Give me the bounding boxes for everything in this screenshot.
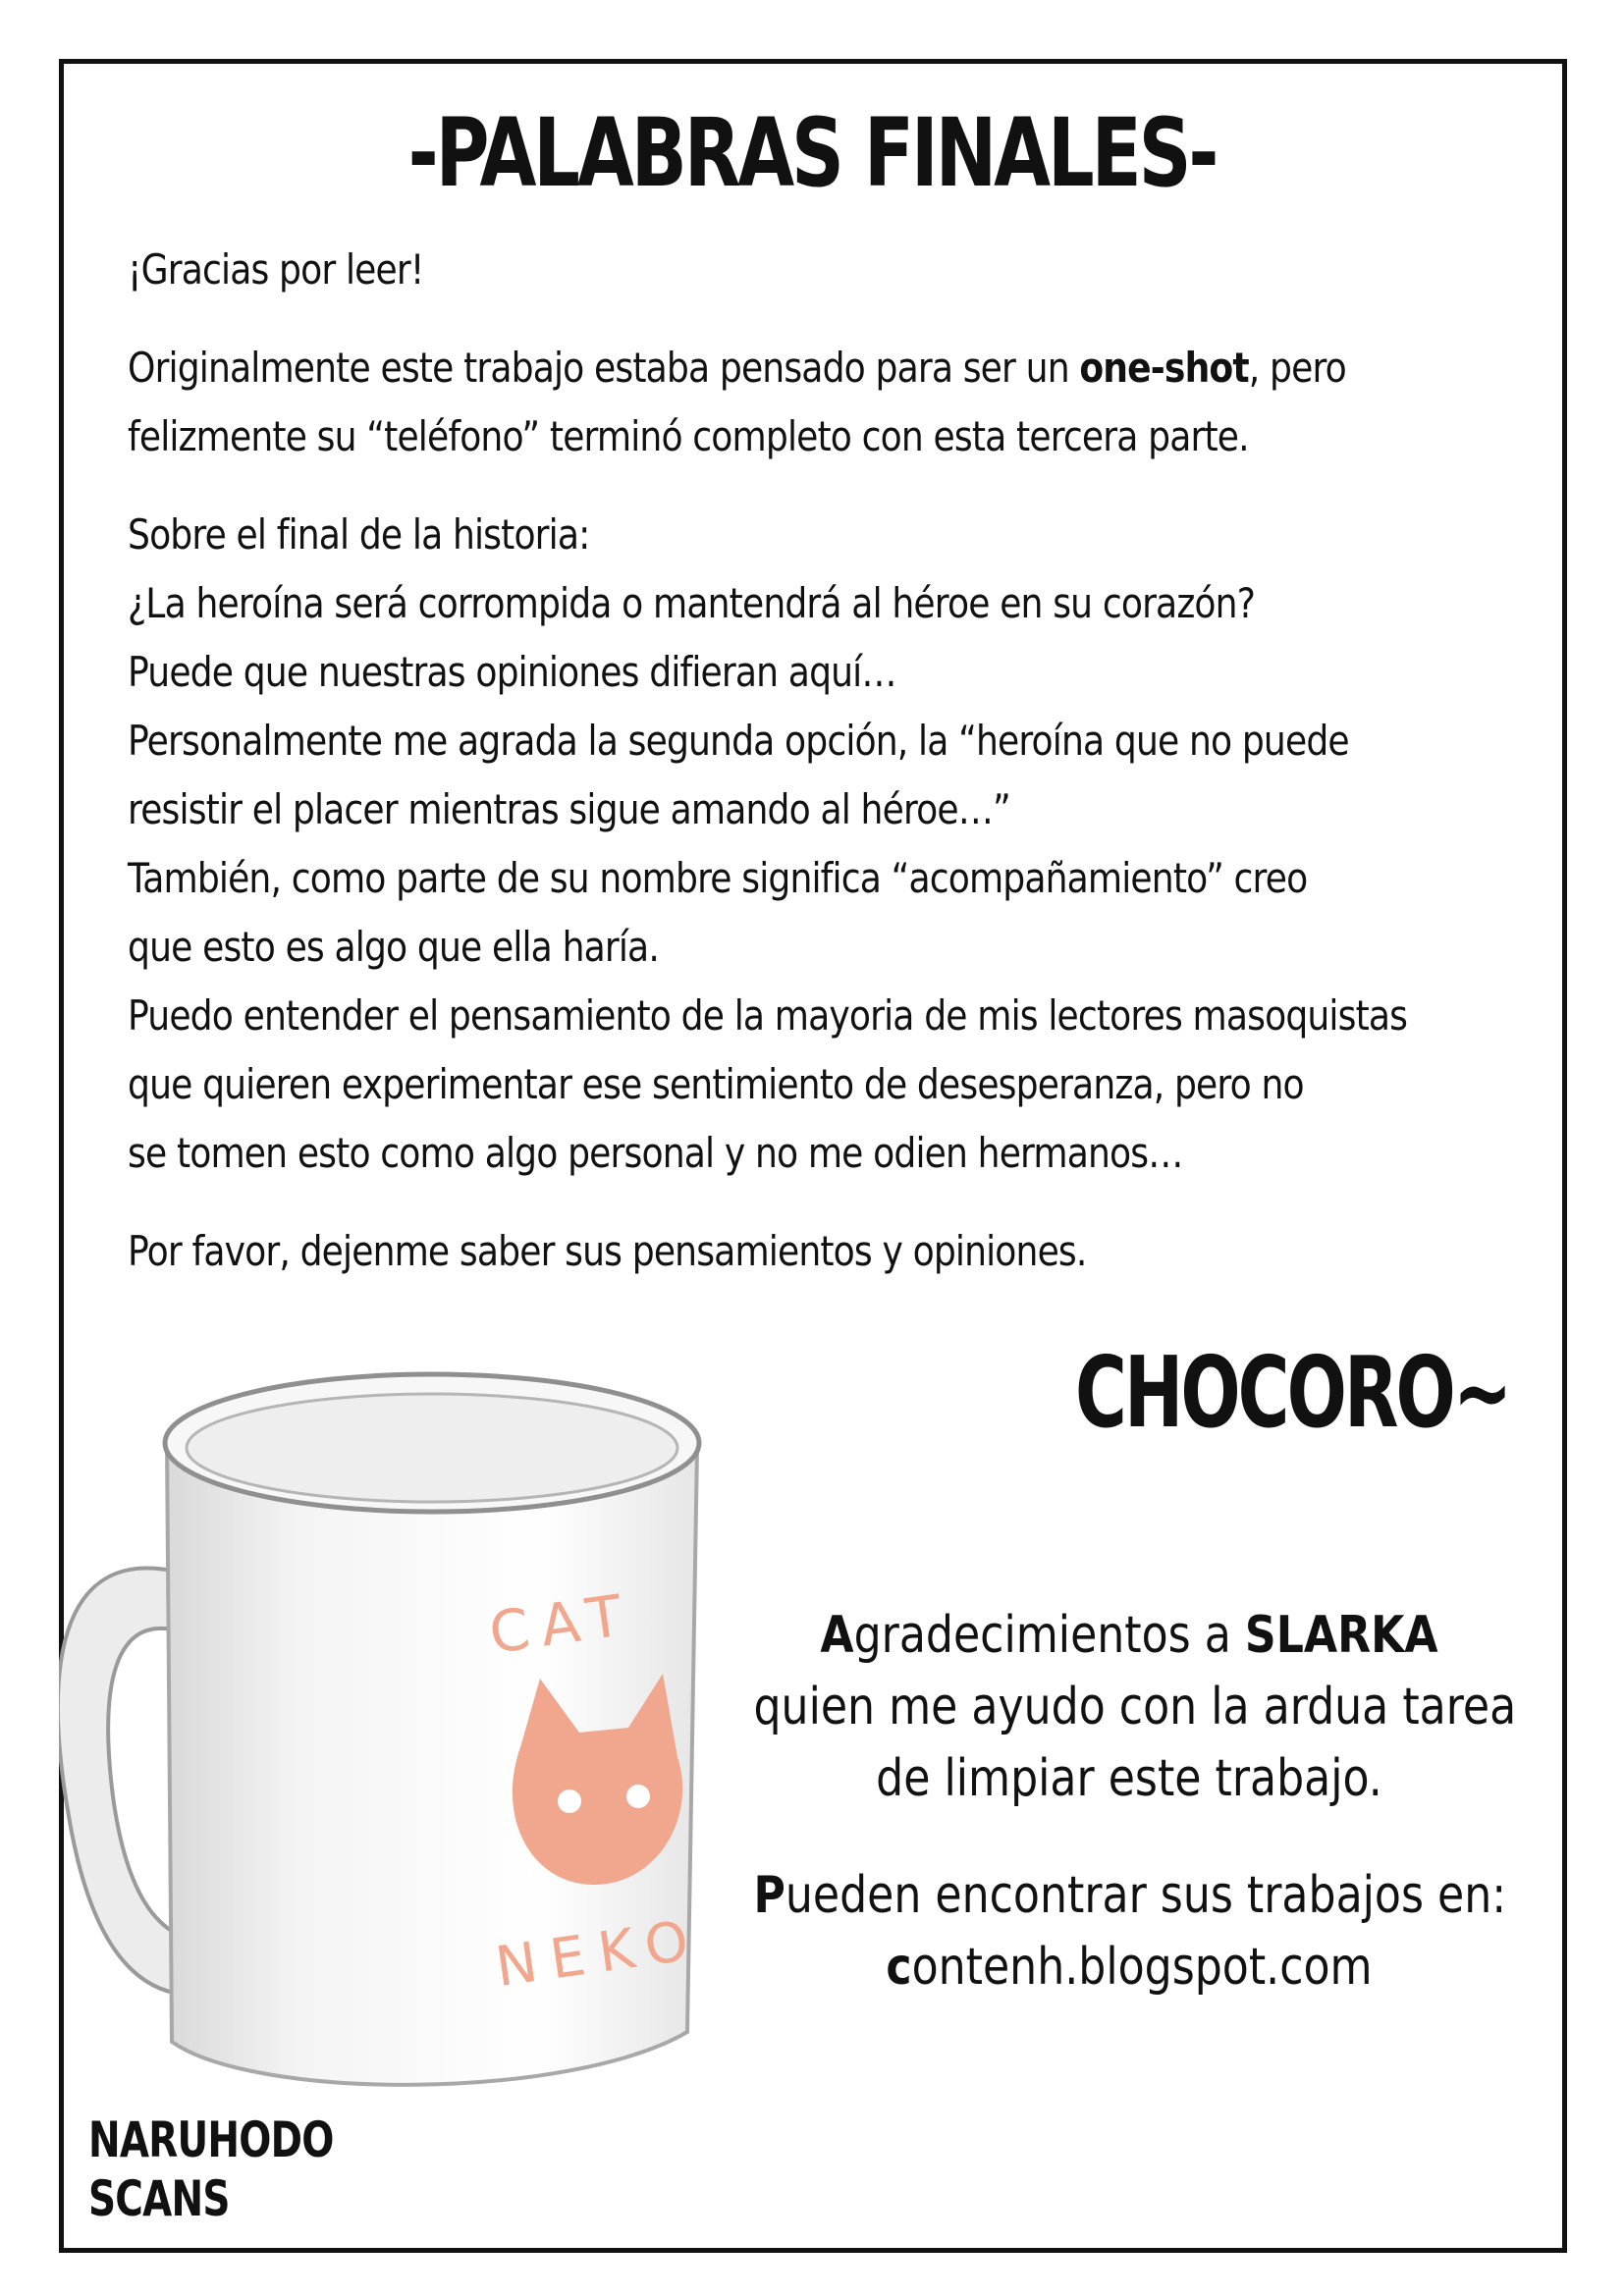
credit-line-1: NARUHODO (88, 2111, 334, 2168)
mug-bottom-text: NEKO (491, 1907, 706, 2001)
origin-text-end: , pero (1248, 344, 1346, 392)
thanks-text: gradecimientos a (853, 1606, 1245, 1665)
blog-url: ontenh.blogspot.com (911, 1938, 1373, 1997)
thanks-line-2: quien me ayudo con la ardua tarea (753, 1678, 1517, 1736)
mug-opening (187, 1394, 677, 1502)
ending-line: resistir el placer mientras sigue amando al héroe…” (128, 785, 1010, 833)
thanks-text: ueden encontrar sus trabajos en: (785, 1866, 1507, 1925)
ending-line: que quieren experimentar ese sentimiento de desesperanza, pero no (128, 1060, 1304, 1108)
ending-line: que esto es algo que ella haría. (128, 923, 659, 971)
ending-line: También, como parte de su nombre significa “acompañamiento” creo (128, 854, 1308, 902)
drop-cap: P (753, 1866, 785, 1925)
credit-line-2: SCANS (88, 2170, 230, 2227)
thanks-line-3: de limpiar este trabajo. (876, 1749, 1382, 1808)
ending-line: Personalmente me agrada la segunda opción, la “heroína que no puede (128, 717, 1349, 765)
scanlator-credit (88, 2110, 334, 2228)
paragraph-thanks: ¡Gracias por leer! (128, 245, 424, 294)
ending-line: se tomen esto como algo personal y no me odien hermanos… (128, 1129, 1183, 1177)
helper-name: SLARKA (1244, 1606, 1438, 1665)
paragraph-ending (128, 501, 1408, 1188)
origin-line-1 (128, 334, 1346, 402)
thanks-line-4 (754, 1860, 1505, 1932)
ending-line: Puede que nuestras opiniones difieran aquí… (128, 648, 896, 696)
author-signature: CHOCORO~ (1075, 1335, 1510, 1450)
blog-link[interactable] (754, 1932, 1505, 2003)
page-title: -PALABRAS FINALES- (407, 98, 1217, 208)
ending-line: ¿La heroína será corrompida o mantendrá al héroe en su corazón? (128, 579, 1256, 627)
paragraph-origin (128, 334, 1346, 471)
paragraph-request: Por favor, dejenme saber sus pensamientos y opiniones. (128, 1227, 1087, 1275)
drop-cap: c (886, 1938, 912, 1997)
ending-line: Puedo entender el pensamiento de la mayoria de mis lectores masoquistas (128, 991, 1408, 1040)
acknowledgements (687, 1600, 1571, 2003)
mug-top-text: CAT (485, 1580, 638, 1667)
one-shot-emphasis: one-shot (1079, 344, 1249, 392)
drop-cap: A (820, 1606, 854, 1665)
mug-illustration (59, 1355, 766, 2160)
notes-body (128, 236, 1483, 1315)
ending-line: Sobre el final de la historia: (128, 510, 590, 559)
origin-text: Originalmente este trabajo estaba pensado para ser un (128, 344, 1080, 392)
thanks-line-1 (754, 1600, 1505, 1672)
origin-line-2: felizmente su “teléfono” terminó completo con esta tercera parte. (128, 412, 1249, 460)
